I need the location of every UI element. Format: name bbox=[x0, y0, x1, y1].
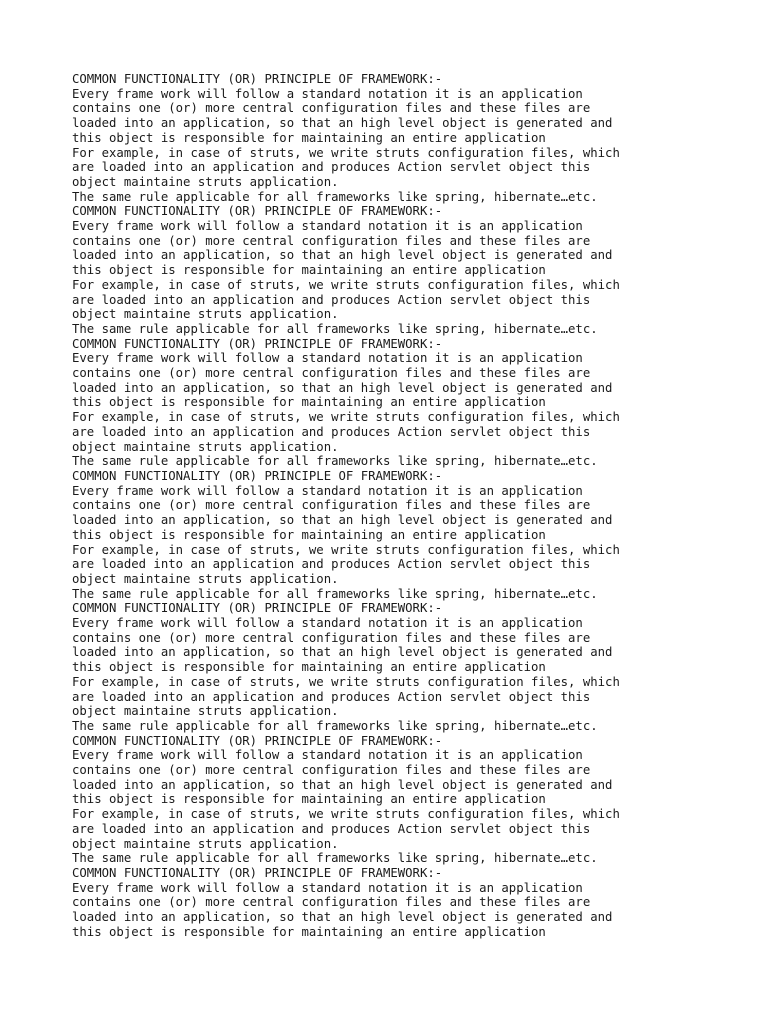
paragraph-line: loaded into an application, so that an high level object is generated and bbox=[72, 513, 613, 528]
paragraph-line: Every frame work will follow a standard notation it is an application bbox=[72, 483, 583, 498]
paragraph-line: The same rule applicable for all frameworks like spring, hibernate…etc. bbox=[72, 454, 598, 469]
paragraph-line: are loaded into an application and produces Action servlet object this bbox=[72, 557, 591, 572]
paragraph-line: this object is responsible for maintaining an entire application bbox=[72, 395, 546, 410]
section-heading: COMMON FUNCTIONALITY (OR) PRINCIPLE OF FRAMEWORK:- bbox=[72, 733, 443, 748]
paragraph-line: object maintaine struts application. bbox=[72, 174, 339, 189]
section-heading: COMMON FUNCTIONALITY (OR) PRINCIPLE OF FRAMEWORK:- bbox=[72, 204, 443, 219]
paragraph-line: loaded into an application, so that an high level object is generated and bbox=[72, 116, 613, 131]
section-block bbox=[72, 72, 712, 204]
paragraph-line: The same rule applicable for all frameworks like spring, hibernate…etc. bbox=[72, 189, 598, 204]
paragraph-line: The same rule applicable for all frameworks like spring, hibernate…etc. bbox=[72, 321, 598, 336]
paragraph-line: this object is responsible for maintaining an entire application bbox=[72, 527, 546, 542]
section-heading: COMMON FUNCTIONALITY (OR) PRINCIPLE OF FRAMEWORK:- bbox=[72, 601, 443, 616]
section-heading: COMMON FUNCTIONALITY (OR) PRINCIPLE OF FRAMEWORK:- bbox=[72, 72, 443, 86]
paragraph-line: contains one (or) more central configuration files and these files are bbox=[72, 895, 591, 910]
paragraph-line: The same rule applicable for all frameworks like spring, hibernate…etc. bbox=[72, 586, 598, 601]
section-block bbox=[72, 204, 712, 336]
section-heading: COMMON FUNCTIONALITY (OR) PRINCIPLE OF FRAMEWORK:- bbox=[72, 865, 443, 880]
paragraph-line: contains one (or) more central configuration files and these files are bbox=[72, 630, 591, 645]
paragraph-line: loaded into an application, so that an high level object is generated and bbox=[72, 910, 613, 925]
paragraph-line: Every frame work will follow a standard notation it is an application bbox=[72, 351, 583, 366]
paragraph-line: are loaded into an application and produces Action servlet object this bbox=[72, 292, 591, 307]
paragraph-line: Every frame work will follow a standard notation it is an application bbox=[72, 748, 583, 763]
paragraph-line: object maintaine struts application. bbox=[72, 836, 339, 851]
paragraph-line: For example, in case of struts, we write struts configuration files, which bbox=[72, 277, 620, 292]
paragraph-line: Every frame work will follow a standard notation it is an application bbox=[72, 219, 583, 234]
paragraph-line: this object is responsible for maintaining an entire application bbox=[72, 660, 546, 675]
paragraph-line: contains one (or) more central configuration files and these files are bbox=[72, 498, 591, 513]
paragraph-line: this object is responsible for maintaining an entire application bbox=[72, 792, 546, 807]
paragraph-line: For example, in case of struts, we write struts configuration files, which bbox=[72, 145, 620, 160]
paragraph-line: contains one (or) more central configuration files and these files are bbox=[72, 763, 591, 778]
paragraph-line: For example, in case of struts, we write struts configuration files, which bbox=[72, 807, 620, 822]
paragraph-line: Every frame work will follow a standard notation it is an application bbox=[72, 616, 583, 631]
paragraph-line: Every frame work will follow a standard notation it is an application bbox=[72, 880, 583, 895]
paragraph-line: The same rule applicable for all frameworks like spring, hibernate…etc. bbox=[72, 718, 598, 733]
paragraph-line: For example, in case of struts, we write struts configuration files, which bbox=[72, 542, 620, 557]
paragraph-line: are loaded into an application and produces Action servlet object this bbox=[72, 424, 591, 439]
paragraph-line: object maintaine struts application. bbox=[72, 307, 339, 322]
section-block bbox=[72, 469, 712, 601]
paragraph-line: loaded into an application, so that an high level object is generated and bbox=[72, 777, 613, 792]
paragraph-line: this object is responsible for maintaining an entire application bbox=[72, 263, 546, 278]
paragraph-line: loaded into an application, so that an high level object is generated and bbox=[72, 645, 613, 660]
paragraph-line: this object is responsible for maintaining an entire application bbox=[72, 924, 546, 939]
paragraph-line: object maintaine struts application. bbox=[72, 439, 339, 454]
section-heading: COMMON FUNCTIONALITY (OR) PRINCIPLE OF FRAMEWORK:- bbox=[72, 468, 443, 483]
section-block bbox=[72, 866, 712, 940]
paragraph-line: this object is responsible for maintaining an entire application bbox=[72, 130, 546, 145]
section-heading: COMMON FUNCTIONALITY (OR) PRINCIPLE OF FRAMEWORK:- bbox=[72, 336, 443, 351]
paragraph-line: object maintaine struts application. bbox=[72, 704, 339, 719]
section-block bbox=[72, 734, 712, 866]
paragraph-line: are loaded into an application and produces Action servlet object this bbox=[72, 689, 591, 704]
document-page bbox=[72, 72, 712, 939]
paragraph-line: loaded into an application, so that an high level object is generated and bbox=[72, 380, 613, 395]
paragraph-line: For example, in case of struts, we write struts configuration files, which bbox=[72, 410, 620, 425]
paragraph-line: object maintaine struts application. bbox=[72, 571, 339, 586]
paragraph-line: The same rule applicable for all frameworks like spring, hibernate…etc. bbox=[72, 851, 598, 866]
paragraph-line: Every frame work will follow a standard notation it is an application bbox=[72, 86, 583, 101]
section-block bbox=[72, 601, 712, 733]
paragraph-line: contains one (or) more central configuration files and these files are bbox=[72, 366, 591, 381]
paragraph-line: loaded into an application, so that an high level object is generated and bbox=[72, 248, 613, 263]
paragraph-line: contains one (or) more central configuration files and these files are bbox=[72, 233, 591, 248]
section-block bbox=[72, 337, 712, 469]
paragraph-line: are loaded into an application and produces Action servlet object this bbox=[72, 821, 591, 836]
paragraph-line: contains one (or) more central configuration files and these files are bbox=[72, 101, 591, 116]
paragraph-line: are loaded into an application and produces Action servlet object this bbox=[72, 160, 591, 175]
paragraph-line: For example, in case of struts, we write struts configuration files, which bbox=[72, 674, 620, 689]
